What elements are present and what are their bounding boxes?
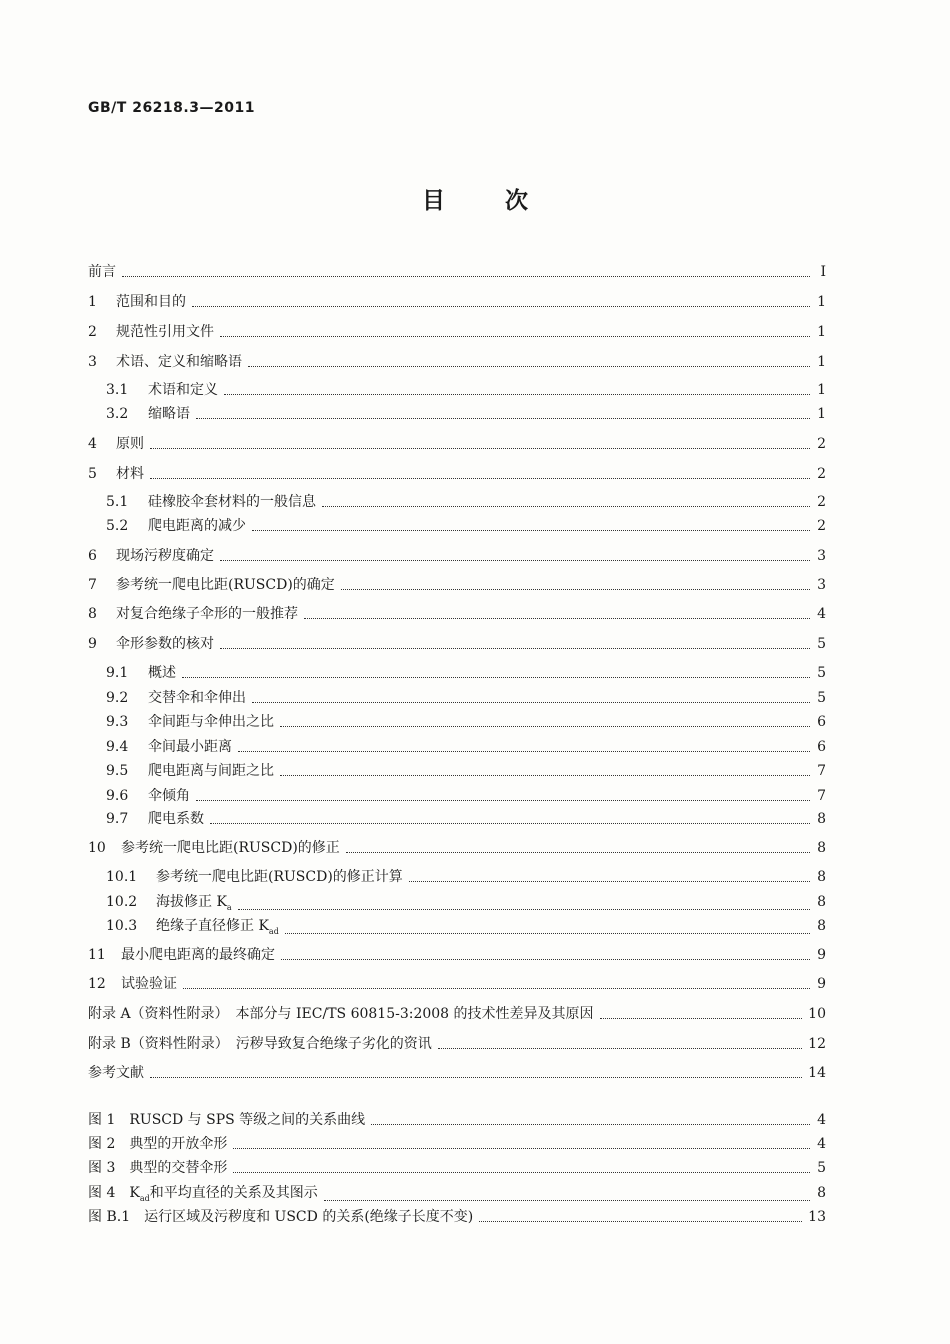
dot-leader (210, 822, 810, 824)
toc-item[interactable] (88, 1063, 826, 1083)
dot-leader (220, 647, 810, 649)
dot-leader (280, 725, 810, 727)
title-text: 最小爬电距离的最终确定 (121, 947, 275, 963)
toc-item-number: 5.2 (106, 518, 129, 534)
toc-item-title (116, 292, 186, 312)
dot-leader (479, 1220, 802, 1222)
title-text: 图 B.1 运行区域及污秽度和 USCD 的关系(绝缘子长度不变) (88, 1209, 474, 1225)
toc-item[interactable] (88, 838, 826, 858)
dot-leader (248, 365, 810, 367)
toc-item-title (156, 867, 403, 887)
dot-leader (220, 335, 810, 337)
toc-item-number: 11 (88, 947, 106, 963)
dot-leader (150, 477, 810, 479)
page-number: 8 (817, 894, 826, 910)
toc-item[interactable] (88, 352, 826, 372)
figure-title (88, 1207, 473, 1227)
toc-item[interactable] (106, 867, 826, 887)
toc-item-title (116, 464, 144, 484)
dot-leader (304, 617, 810, 619)
toc-item-title (156, 916, 279, 942)
toc-item-number: 9.5 (106, 763, 129, 779)
page-number: 2 (817, 436, 826, 452)
toc-item[interactable] (106, 712, 826, 732)
toc-item[interactable] (106, 688, 826, 708)
dot-leader (280, 774, 810, 776)
toc-item[interactable] (106, 737, 826, 757)
toc-item-title (148, 786, 190, 806)
toc-item-title (148, 809, 204, 829)
toc-item-number: 10.2 (106, 894, 138, 910)
toc-item[interactable] (106, 663, 826, 683)
page-title-right: 次 (505, 188, 528, 214)
toc-item[interactable] (106, 492, 826, 512)
page-number: Ⅰ (820, 264, 826, 280)
title-text: 参考文献 (88, 1065, 144, 1081)
figure-title (88, 1134, 227, 1154)
toc-item[interactable] (88, 634, 826, 654)
figure-list-item[interactable] (88, 1183, 826, 1209)
dot-leader (150, 447, 810, 449)
page-number: 7 (817, 788, 826, 804)
dot-leader (122, 275, 810, 277)
page-number: 8 (817, 1185, 826, 1201)
page-title (0, 182, 950, 215)
toc-item[interactable] (88, 464, 826, 484)
title-text: 图 3 典型的交替伞形 (88, 1160, 228, 1176)
title-text: 伞间距与伞伸出之比 (148, 714, 274, 730)
title-text: 原则 (116, 436, 144, 452)
toc-item[interactable] (106, 761, 826, 781)
title-text: 图 4 K (88, 1185, 140, 1201)
title-text: 图 1 RUSCD 与 SPS 等级之间的关系曲线 (88, 1112, 366, 1128)
page-number: 6 (817, 739, 826, 755)
page-number: 1 (817, 406, 826, 422)
standard-code: GB/T 26218.3—2011 (88, 100, 255, 116)
toc-item-title (156, 892, 232, 918)
toc-item-number: 12 (88, 976, 106, 992)
toc-item[interactable] (106, 380, 826, 400)
toc-item-number: 1 (88, 294, 97, 310)
page-number: 5 (817, 665, 826, 681)
title-text: 对复合绝缘子伞形的一般推荐 (116, 606, 298, 622)
toc-item[interactable] (106, 516, 826, 536)
page-number: 8 (817, 840, 826, 856)
title-text: 伞形参数的核对 (116, 636, 214, 652)
dot-leader (196, 417, 810, 419)
page-number: 14 (808, 1065, 826, 1081)
figure-title (88, 1110, 365, 1130)
toc-item-title (121, 838, 340, 858)
title-text: 爬电距离与间距之比 (148, 763, 274, 779)
title-text: 概述 (148, 665, 176, 681)
title-text: 规范性引用文件 (116, 324, 214, 340)
toc-item-title (148, 737, 232, 757)
toc-item-number: 9.1 (106, 665, 129, 681)
toc-item-number: 3.1 (106, 382, 129, 398)
title-text: 交替伞和伞伸出 (148, 690, 246, 706)
page-number: 9 (817, 947, 826, 963)
title-text: 术语和定义 (148, 382, 218, 398)
page-number: 5 (817, 690, 826, 706)
dot-leader (238, 750, 810, 752)
toc-item[interactable] (88, 262, 826, 282)
title-text: 材料 (116, 466, 144, 482)
toc-item-number: 10 (88, 840, 106, 856)
toc-item-title (116, 352, 242, 372)
dot-leader (182, 676, 810, 678)
figure-list-item[interactable] (88, 1134, 826, 1154)
toc-item-title (148, 712, 274, 732)
toc-item-title (116, 575, 335, 595)
page-number: 1 (817, 354, 826, 370)
dot-leader (409, 880, 810, 882)
toc-item-title (121, 945, 275, 965)
dot-leader (233, 1147, 810, 1149)
toc-item-number: 10.3 (106, 918, 138, 934)
toc-item-title (88, 262, 116, 282)
toc-item-number: 9.7 (106, 811, 129, 827)
title-text: 现场污秽度确定 (116, 548, 214, 564)
toc-item[interactable] (88, 322, 826, 342)
toc-item-number: 9 (88, 636, 97, 652)
toc-item-number: 7 (88, 577, 97, 593)
dot-leader (196, 799, 810, 801)
toc-item-title (148, 516, 246, 536)
toc-item-title (148, 688, 246, 708)
toc-item-number: 8 (88, 606, 97, 622)
toc-item-title (88, 1034, 432, 1054)
dot-leader (220, 559, 810, 561)
toc-item[interactable] (106, 404, 826, 424)
page-number: 3 (817, 548, 826, 564)
dot-leader (192, 305, 810, 307)
title-text: 海拔修正 K (156, 894, 227, 910)
title-text: 术语、定义和缩略语 (116, 354, 242, 370)
toc-item-title (148, 404, 190, 424)
toc-item-number: 2 (88, 324, 97, 340)
title-text: 前言 (88, 264, 116, 280)
title-text: 试验验证 (121, 976, 177, 992)
toc-item-number: 6 (88, 548, 97, 564)
page-number: 1 (817, 382, 826, 398)
dot-leader (285, 932, 810, 934)
dot-leader (600, 1017, 803, 1019)
title-text: 附录 B（资料性附录） 污秽导致复合绝缘子劣化的资讯 (88, 1036, 432, 1052)
page-number: 4 (817, 1136, 826, 1152)
toc-item-number: 5 (88, 466, 97, 482)
toc-item-number: 9.2 (106, 690, 129, 706)
page-number: 4 (817, 606, 826, 622)
toc-item[interactable] (88, 546, 826, 566)
toc-item-title (148, 380, 218, 400)
dot-leader (341, 588, 810, 590)
toc-item-number: 5.1 (106, 494, 129, 510)
page-number: 8 (817, 811, 826, 827)
dot-leader (371, 1123, 810, 1125)
toc-item[interactable] (106, 892, 826, 918)
dot-leader (322, 505, 810, 507)
dot-leader (281, 958, 810, 960)
dot-leader (183, 987, 810, 989)
dot-leader (252, 701, 810, 703)
toc-item-number: 3.2 (106, 406, 129, 422)
title-text: 绝缘子直径修正 K (156, 918, 269, 934)
toc-item-title (148, 663, 176, 683)
page-number: 8 (817, 869, 826, 885)
title-subscript: a (226, 902, 232, 912)
dot-leader (224, 393, 810, 395)
dot-leader (238, 908, 810, 910)
page-number: 8 (817, 918, 826, 934)
title-subscript: ad (268, 926, 279, 936)
page-title-left: 目 (422, 188, 445, 214)
figure-title (88, 1183, 318, 1209)
dot-leader (324, 1199, 810, 1201)
page-number: 2 (817, 466, 826, 482)
toc-item-title (88, 1004, 594, 1024)
title-text: 伞倾角 (148, 788, 190, 804)
toc-item[interactable] (106, 786, 826, 806)
page-number: 3 (817, 577, 826, 593)
page-number: 12 (808, 1036, 826, 1052)
toc-item-title (116, 634, 214, 654)
page-number: 4 (817, 1112, 826, 1128)
page-number: 13 (808, 1209, 826, 1225)
title-text: 硅橡胶伞套材料的一般信息 (148, 494, 316, 510)
toc-item[interactable] (88, 1004, 826, 1024)
toc-item[interactable] (88, 945, 826, 965)
title-text-after: 和平均直径的关系及其图示 (149, 1185, 318, 1201)
figure-list-item[interactable] (88, 1207, 826, 1227)
toc-item-title (88, 1063, 144, 1083)
title-subscript: ad (139, 1193, 150, 1203)
title-text: 爬电距离的减少 (148, 518, 246, 534)
toc-item[interactable] (106, 809, 826, 829)
toc-item-title (116, 434, 144, 454)
page-number: 5 (817, 636, 826, 652)
page-number: 6 (817, 714, 826, 730)
toc-item-number: 9.4 (106, 739, 129, 755)
toc-item[interactable] (88, 434, 826, 454)
title-text: 参考统一爬电比距(RUSCD)的修正计算 (156, 869, 403, 885)
title-text: 参考统一爬电比距(RUSCD)的修正 (121, 840, 340, 856)
toc-item-title (116, 546, 214, 566)
figure-list-item[interactable] (88, 1110, 826, 1130)
toc-item[interactable] (88, 292, 826, 312)
page-number: 5 (817, 1160, 826, 1176)
toc-item-number: 10.1 (106, 869, 138, 885)
dot-leader (346, 851, 810, 853)
toc-item[interactable] (88, 974, 826, 994)
toc-item-number: 3 (88, 354, 97, 370)
page-number: 7 (817, 763, 826, 779)
toc-item-title (116, 604, 298, 624)
toc-item-number: 9.6 (106, 788, 129, 804)
page-number: 1 (817, 324, 826, 340)
toc-item[interactable] (88, 1034, 826, 1054)
dot-leader (438, 1047, 802, 1049)
toc-item[interactable] (88, 575, 826, 595)
figure-title (88, 1158, 227, 1178)
toc-item[interactable] (106, 916, 826, 942)
title-text: 附录 A（资料性附录） 本部分与 IEC/TS 60815-3:2008 的技术性差异及其原因 (88, 1006, 594, 1022)
toc-item-number: 9.3 (106, 714, 129, 730)
title-text: 缩略语 (148, 406, 190, 422)
dot-leader (150, 1076, 802, 1078)
title-text: 爬电系数 (148, 811, 204, 827)
toc-item[interactable] (88, 604, 826, 624)
title-text: 图 2 典型的开放伞形 (88, 1136, 228, 1152)
page-number: 2 (817, 494, 826, 510)
title-text: 参考统一爬电比距(RUSCD)的确定 (116, 577, 335, 593)
title-text: 伞间最小距离 (148, 739, 232, 755)
dot-leader (233, 1171, 810, 1173)
page-number: 9 (817, 976, 826, 992)
toc-item-title (148, 492, 316, 512)
toc-item-number: 4 (88, 436, 97, 452)
toc-item-title (148, 761, 274, 781)
title-text: 范围和目的 (116, 294, 186, 310)
dot-leader (252, 529, 810, 531)
figure-list-item[interactable] (88, 1158, 826, 1178)
toc-item-title (116, 322, 214, 342)
page-number: 2 (817, 518, 826, 534)
toc-item-title (121, 974, 177, 994)
page-number: 10 (808, 1006, 826, 1022)
page-number: 1 (817, 294, 826, 310)
